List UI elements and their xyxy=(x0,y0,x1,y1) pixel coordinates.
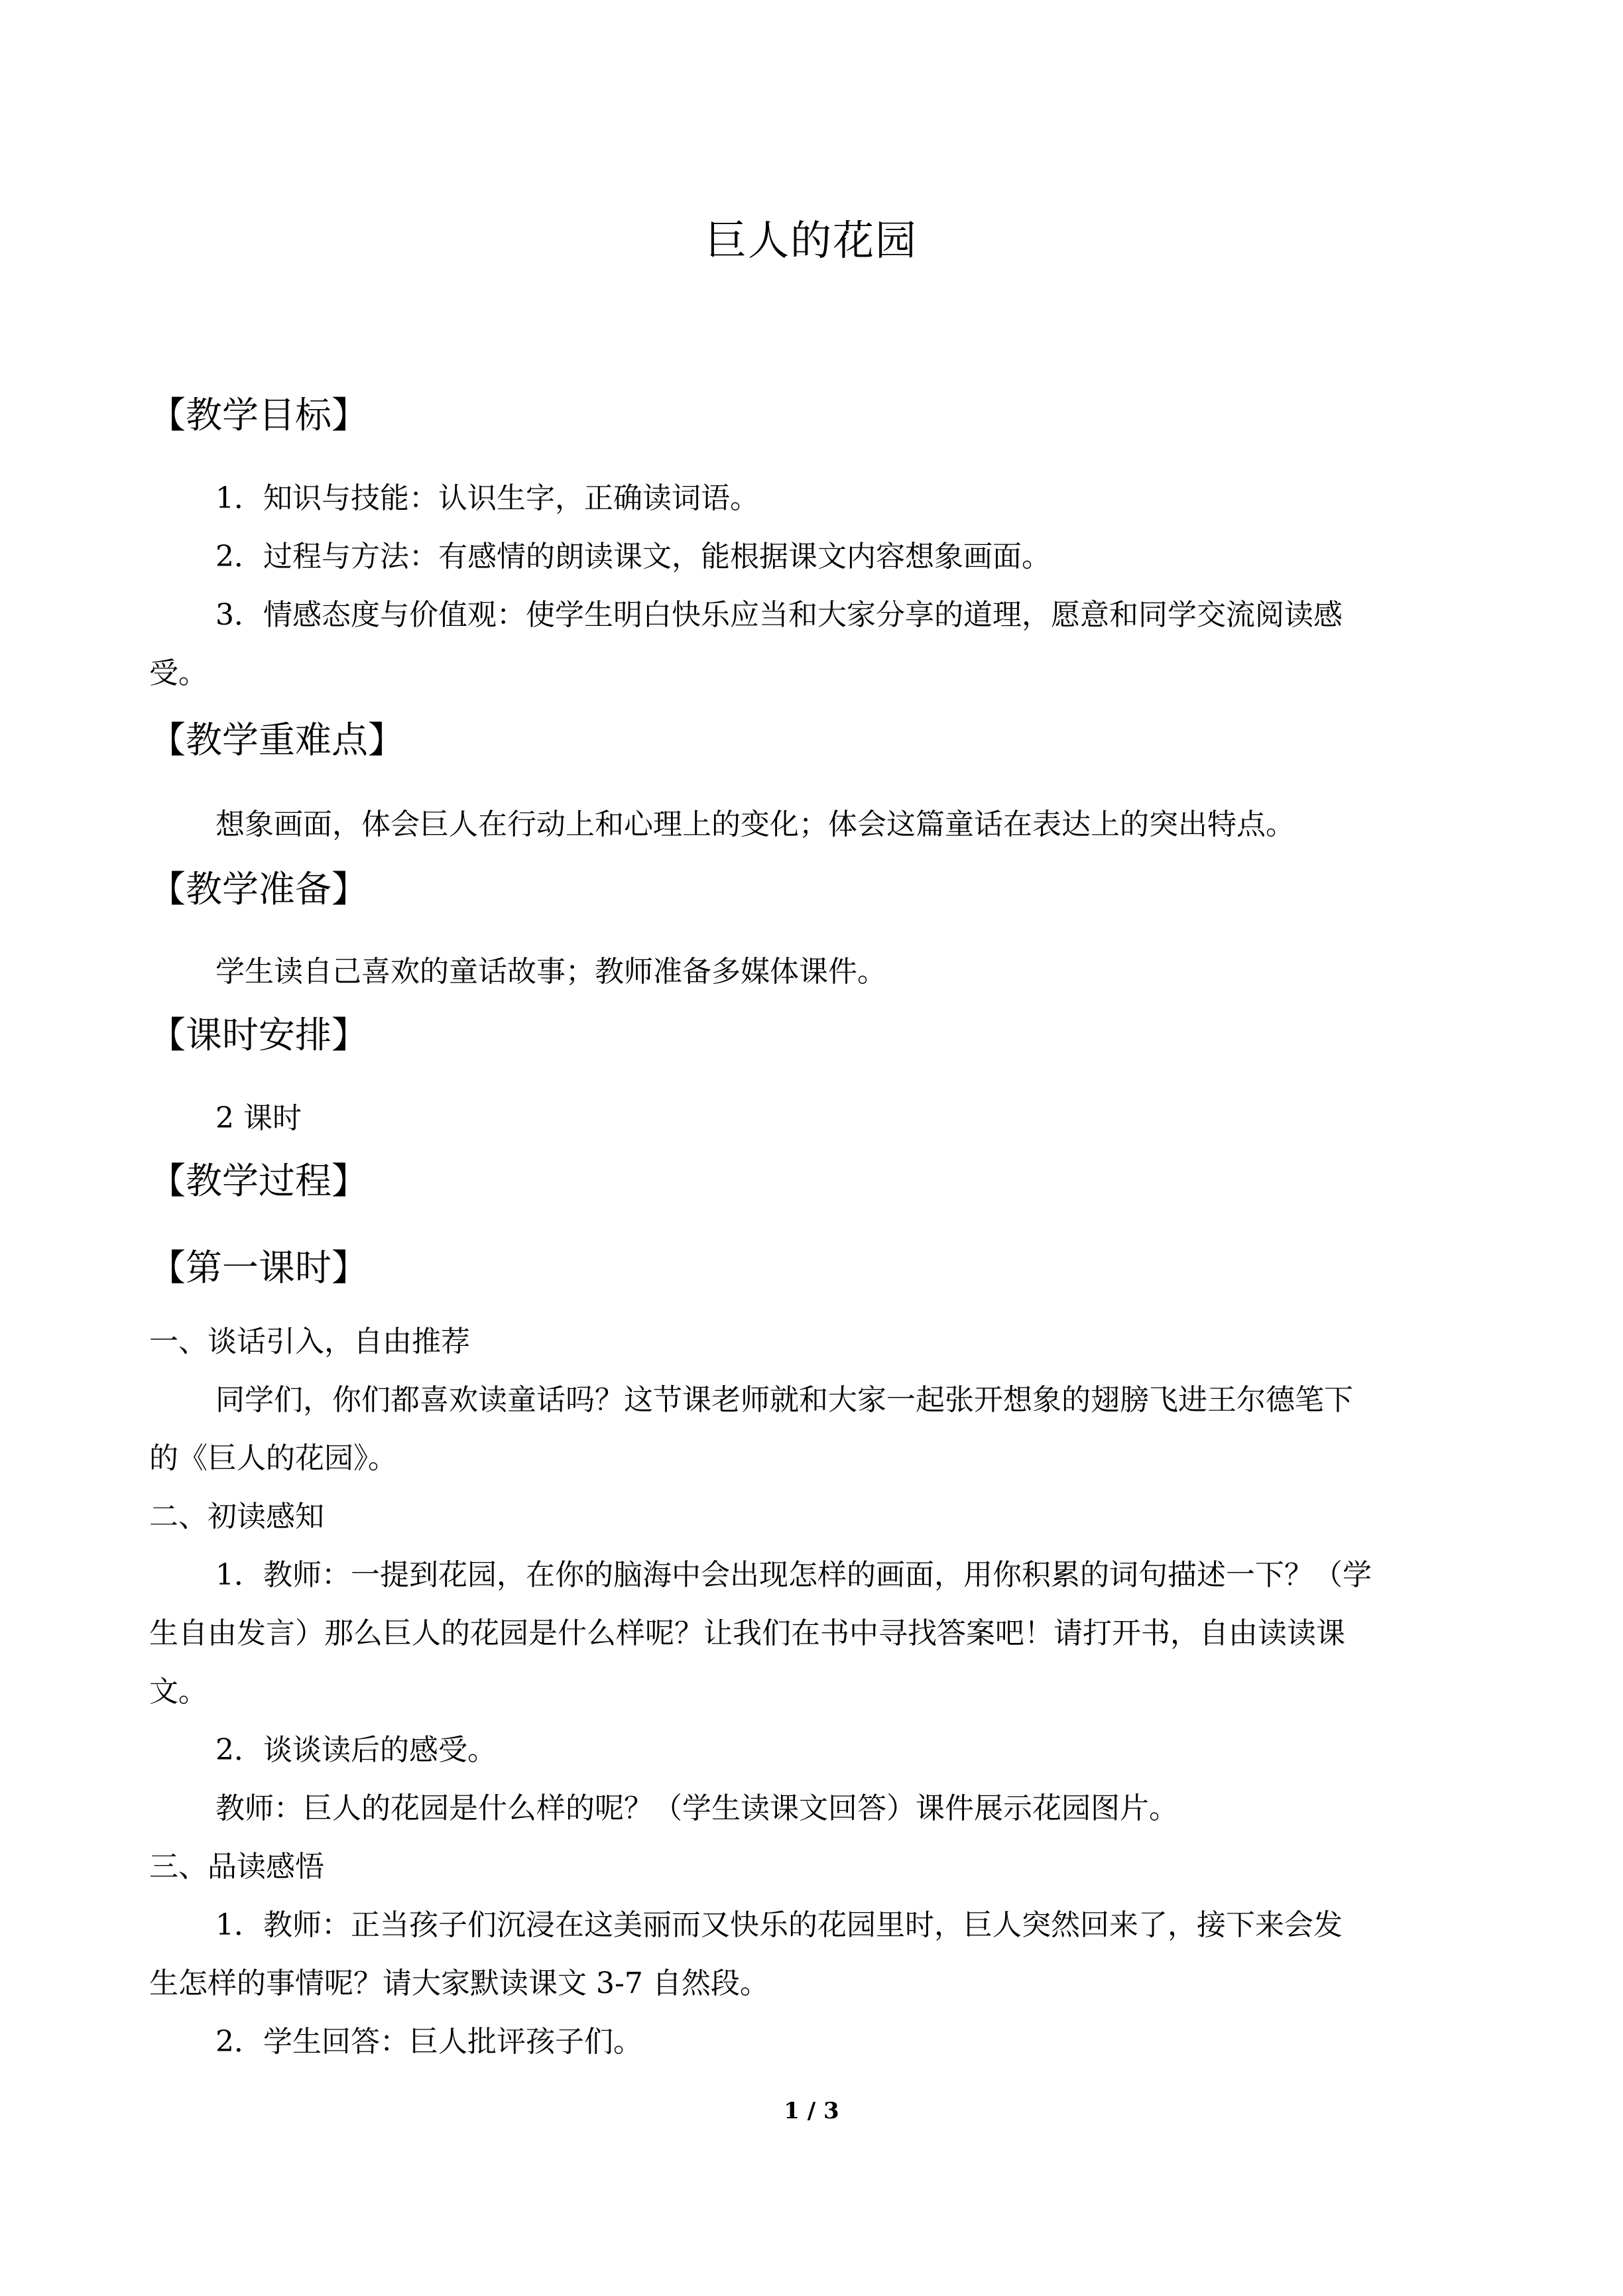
objective-item-3-continued: 受。 xyxy=(149,656,208,690)
part3-line-2: 生怎样的事情呢？请大家默读课文 3-7 自然段。 xyxy=(149,1966,769,2000)
preparation-text: 学生读自己喜欢的童话故事；教师准备多媒体课件。 xyxy=(215,955,886,989)
section-heading-lesson-1: 【第一课时】 xyxy=(149,1246,369,1289)
part1-heading: 一、谈话引入，自由推荐 xyxy=(149,1325,470,1359)
objective-item-3: 3．情感态度与价值观：使学生明白快乐应当和大家分享的道理，愿意和同学交流阅读感 xyxy=(215,598,1343,632)
section-heading-objectives: 【教学目标】 xyxy=(149,394,369,436)
document-title: 巨人的花园 xyxy=(705,216,918,265)
part2-line-3: 文。 xyxy=(149,1675,208,1709)
section-heading-schedule: 【课时安排】 xyxy=(149,1014,369,1056)
part1-line-1: 同学们，你们都喜欢读童话吗？这节课老师就和大家一起张开想象的翅膀飞进王尔德笔下 xyxy=(215,1383,1353,1417)
part1-line-2: 的《巨人的花园》。 xyxy=(149,1441,397,1475)
part2-line-2: 生自由发言）那么巨人的花园是什么样呢？让我们在书中寻找答案吧！请打开书，自由读读课 xyxy=(149,1616,1345,1650)
schedule-text: 2 课时 xyxy=(215,1101,302,1135)
part2-line-1: 1．教师：一提到花园，在你的脑海中会出现怎样的画面，用你积累的词句描述一下？（学 xyxy=(215,1558,1372,1592)
key-points-text: 想象画面，体会巨人在行动上和心理上的变化；体会这篇童话在表达上的突出特点。 xyxy=(215,808,1295,841)
part2-heading: 二、初读感知 xyxy=(149,1500,324,1534)
part3-line-1: 1．教师：正当孩子们沉浸在这美丽而又快乐的花园里时，巨人突然回来了，接下来会发 xyxy=(215,1908,1343,1942)
objective-item-1: 1．知识与技能：认识生字，正确读词语。 xyxy=(215,481,759,515)
part2-line-4: 2．谈谈读后的感受。 xyxy=(215,1733,497,1767)
section-heading-preparation: 【教学准备】 xyxy=(149,868,369,910)
part2-line-5: 教师：巨人的花园是什么样的呢？（学生读课文回答）课件展示花园图片。 xyxy=(215,1791,1178,1825)
objective-item-2: 2．过程与方法：有感情的朗读课文，能根据课文内容想象画面。 xyxy=(215,540,1051,574)
page-number: 1 / 3 xyxy=(784,2098,839,2124)
part3-heading: 三、品读感悟 xyxy=(149,1850,324,1884)
part3-line-3: 2．学生回答：巨人批评孩子们。 xyxy=(215,2025,642,2059)
section-heading-process: 【教学过程】 xyxy=(149,1160,369,1202)
section-heading-key-points: 【教学重难点】 xyxy=(149,719,405,761)
